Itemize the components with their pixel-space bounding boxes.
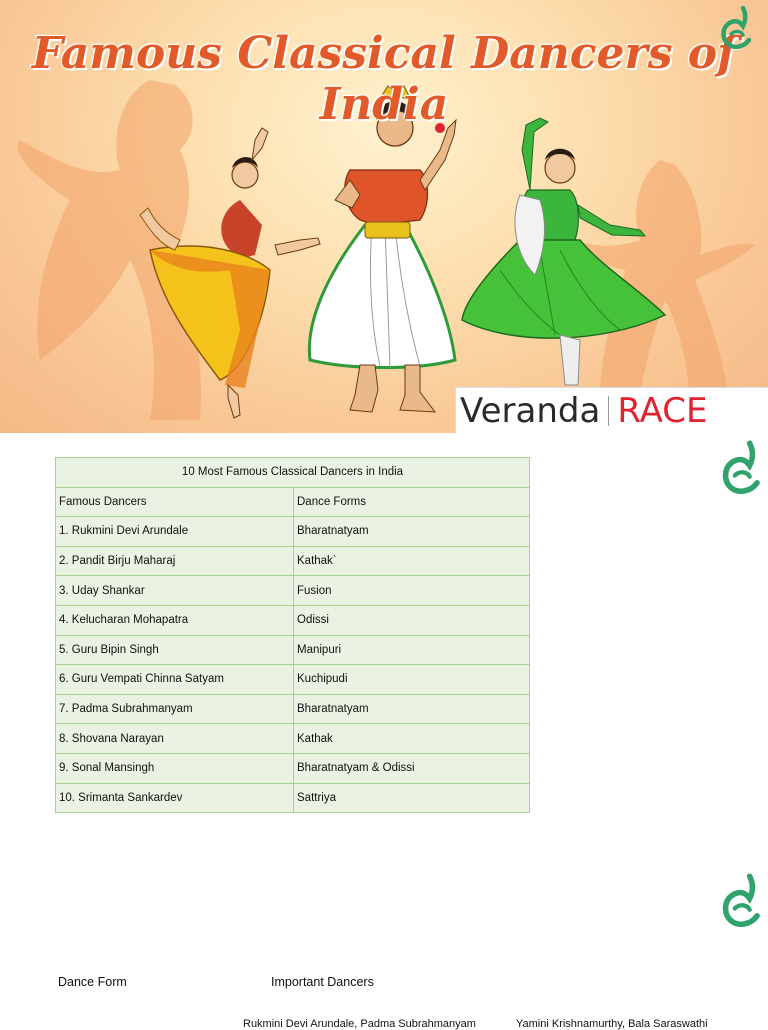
dancer-name-cell: 9. Sonal Mansingh (56, 753, 294, 783)
veranda-leaf-logo-icon (719, 6, 753, 50)
table-caption-row (56, 458, 530, 488)
table-row (56, 576, 530, 606)
table-row (56, 546, 530, 576)
table-header-cell: Famous Dancers (56, 487, 294, 517)
table-row (56, 635, 530, 665)
table-row (56, 605, 530, 635)
dancer-name-cell: 7. Padma Subrahmanyam (56, 694, 294, 724)
table-row (56, 724, 530, 754)
dance-form-cell: Manipuri (294, 635, 530, 665)
table-header-cell: Dance Forms (294, 487, 530, 517)
dance-form-cell: Bharatnatyam & Odissi (294, 753, 530, 783)
table-row (56, 517, 530, 547)
cutoff-text-line: Rukmini Devi Arundale, Padma Subrahmanyam (243, 1018, 476, 1030)
brand-logo-box (455, 387, 768, 433)
table-header-row (56, 487, 530, 517)
dancer-name-cell: 1. Rukmini Devi Arundale (56, 517, 294, 547)
brand-veranda-text: Veranda (460, 391, 601, 431)
dancer-name-cell: 8. Shovana Narayan (56, 724, 294, 754)
dancer-name-cell: 5. Guru Bipin Singh (56, 635, 294, 665)
dance-form-cell: Odissi (294, 605, 530, 635)
dance-form-heading: Dance Form (58, 975, 127, 989)
banner-title: Famous Classical Dancers of India (31, 28, 737, 130)
dance-form-cell: Bharatnatyam (294, 517, 530, 547)
veranda-leaf-logo-icon (720, 870, 762, 932)
cutoff-text-line: Yamini Krishnamurthy, Bala Saraswathi (516, 1018, 708, 1030)
brand-separator (608, 396, 609, 426)
dance-form-cell: Kuchipudi (294, 665, 530, 695)
dance-form-cell: Kathak` (294, 546, 530, 576)
dancer-name-cell: 10. Srimanta Sankardev (56, 783, 294, 813)
veranda-leaf-logo-icon (720, 437, 762, 499)
table-caption: 10 Most Famous Classical Dancers in India (56, 458, 530, 488)
famous-dancers-table (55, 457, 530, 813)
table-row (56, 694, 530, 724)
table-row (56, 753, 530, 783)
dancer-name-cell: 2. Pandit Birju Maharaj (56, 546, 294, 576)
brand-race-text: RACE (617, 391, 708, 431)
dancer-name-cell: 4. Kelucharan Mohapatra (56, 605, 294, 635)
dance-form-cell: Bharatnatyam (294, 694, 530, 724)
table-row (56, 665, 530, 695)
dance-form-cell: Fusion (294, 576, 530, 606)
important-dancers-heading: Important Dancers (271, 975, 374, 989)
dancer-name-cell: 6. Guru Vempati Chinna Satyam (56, 665, 294, 695)
table-row (56, 783, 530, 813)
dance-form-cell: Sattriya (294, 783, 530, 813)
dance-form-cell: Kathak (294, 724, 530, 754)
dancer-name-cell: 3. Uday Shankar (56, 576, 294, 606)
hero-banner (0, 0, 768, 433)
